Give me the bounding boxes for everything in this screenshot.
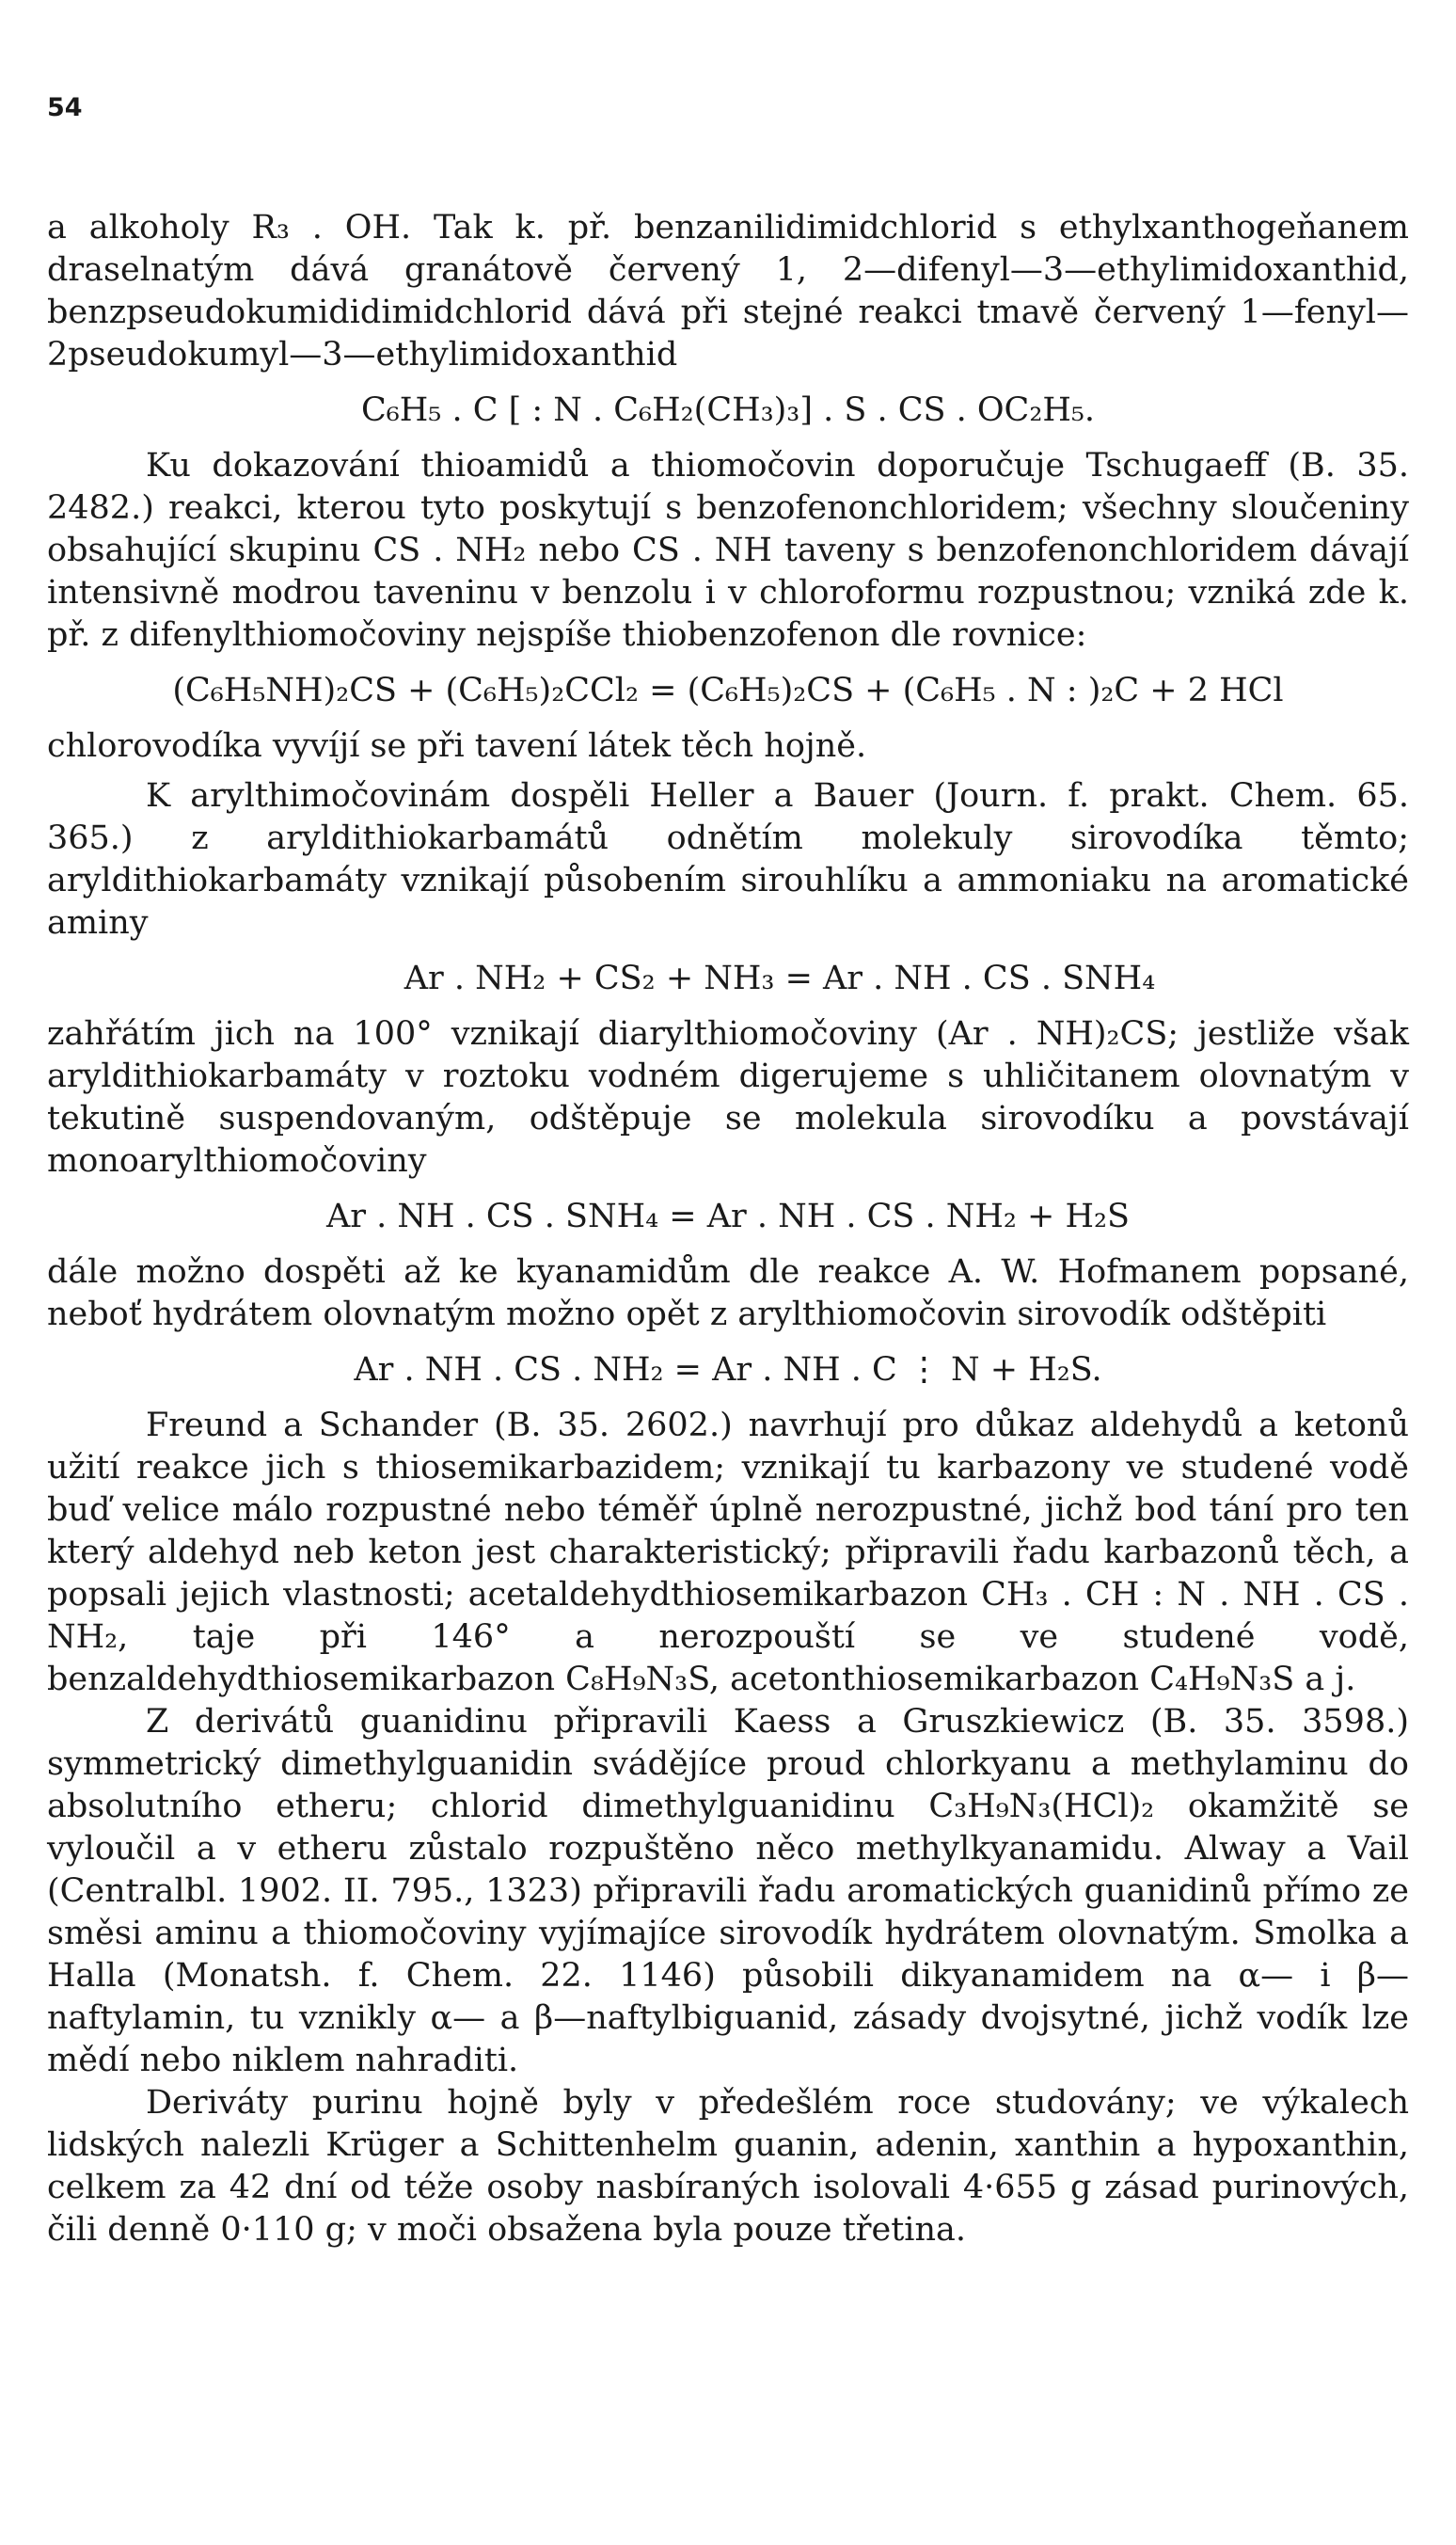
- formula-dithiokarbamat: Ar . NH₂ + CS₂ + NH₃ = Ar . NH . CS . SNH₄: [404, 960, 1156, 997]
- page-number: 54: [47, 93, 83, 122]
- formula-ethylimidoxanthid: C₆H₅ . C [ : N . C₆H₂(CH₃)₃] . S . CS . OC₂H₅.: [360, 391, 1096, 429]
- paragraph-5: zahřátím jich na 100° vznikají diarylthiomočoviny (Ar . NH)₂CS; jestliže však aryldithiokarbamáty v roztoku vodném digerujeme s uhličitanem olovnatým v tekutině suspendovaným, odštěpuje se molekula sirovodíku a povstávají monoarylthiomočoviny: [47, 1015, 1409, 1180]
- paragraph-7: Freund a Schander (B. 35. 2602.) navrhují pro důkaz aldehydů a ketonů užití reakce jich s thiosemikarbazidem; vznikají tu karbazony ve studené vodě buď velice málo rozpustné nebo téměř úplně nerozpustné, jichž bod tání pro ten který aldehyd neb keton jest charakteristický; připravili řadu karbazonů těch, a popsali jejich vlastnosti; acetaldehydthiosemikarbazon CH₃ . CH : N . NH . CS . NH₂, taje při 146° a nerozpouští se ve studené vodě, benzaldehydthiosemikarbazon C₈H₉N₃S, acetonthiosemikarbazon C₄H₉N₃S a j.: [47, 1407, 1409, 1698]
- paragraph-1: a alkoholy R₃ . OH. Tak k. př. benzanilidimidchlorid s ethylxanthogeňanem draselnatým dává granátově červený 1, 2—difenyl—3—ethylimidoxanthid, benzpseudokumididimidchlorid dává při stejné reakci tmavě červený 1—fenyl—2pseudokumyl—3—ethylimidoxanthid: [47, 209, 1409, 374]
- paragraph-9: Deriváty purinu hojně byly v předešlém roce studovány; ve výkalech lidských nalezli Krüger a Schittenhelm guanin, adenin, xanthin a hypoxanthin, celkem za 42 dní od téže osoby nasbíraných isolovali 4·655 g zásad purinových, čili denně 0·110 g; v moči obsažena byla pouze třetina.: [47, 2084, 1409, 2249]
- formula-monoarylthiomocovina: Ar . NH . CS . SNH₄ = Ar . NH . CS . NH₂ + H₂S: [325, 1198, 1131, 1235]
- paragraph-6: dále možno dospěti až ke kyanamidům dle reakce A. W. Hofmanem popsané, neboť hydrátem olovnatým možno opět z arylthiomočovin sirovodík odštěpiti: [47, 1253, 1409, 1333]
- formula-kyanamid: Ar . NH . CS . NH₂ = Ar . NH . C ⋮ N + H₂S.: [354, 1351, 1102, 1389]
- paragraph-8: Z derivátů guanidinu připravili Kaess a Gruszkiewicz (B. 35. 3598.) symmetrický dimethylguanidin svádějíce proud chlorkyanu a methylaminu do absolutního etheru; chlorid dimethylguanidinu C₃H₉N₃(HCl)₂ okamžitě se vyloučil a v etheru zůstalo rozpuštěno něco methylkyanamidu. Alway a Vail (Centralbl. 1902. II. 795., 1323) připravili řadu aromatických guanidinů přímo ze směsi aminu a thiomočoviny vyjímajíce sirovodík hydrátem olovnatým. Smolka a Halla (Monatsh. f. Chem. 22. 1146) působili dikyanamidem na α— i β—naftylamin, tu vznikly α— a β—naftylbiguanid, zásady dvojsytné, jichž vodík lze mědí nebo niklem nahraditi.: [47, 1703, 1409, 2079]
- formula-thiobenzofenon: (C₆H₅NH)₂CS + (C₆H₅)₂CCl₂ = (C₆H₅)₂CS + (C₆H₅ . N : )₂C + 2 HCl: [172, 672, 1284, 709]
- paragraph-4: K arylthimočovinám dospěli Heller a Bauer (Journ. f. prakt. Chem. 65. 365.) z aryldithiokarbamátů odnětím molekuly sirovodíka těmto; aryldithiokarbamáty vznikají působením sirouhlíku a ammoniaku na aromatické aminy: [47, 777, 1409, 942]
- paragraph-2: Ku dokazování thioamidů a thiomočovin doporučuje Tschugaeff (B. 35. 2482.) reakci, kterou tyto poskytují s benzofenonchloridem; všechny sloučeniny obsahující skupinu CS . NH₂ nebo CS . NH taveny s benzofenonchloridem dávají intensivně modrou taveninu v benzolu i v chloroformu rozpustnou; vzniká zde k. př. z difenylthiomočoviny nejspíše thiobenzofenon dle rovnice:: [47, 447, 1409, 654]
- paragraph-3: chlorovodíka vyvíjí se při tavení látek těch hojně.: [47, 727, 867, 765]
